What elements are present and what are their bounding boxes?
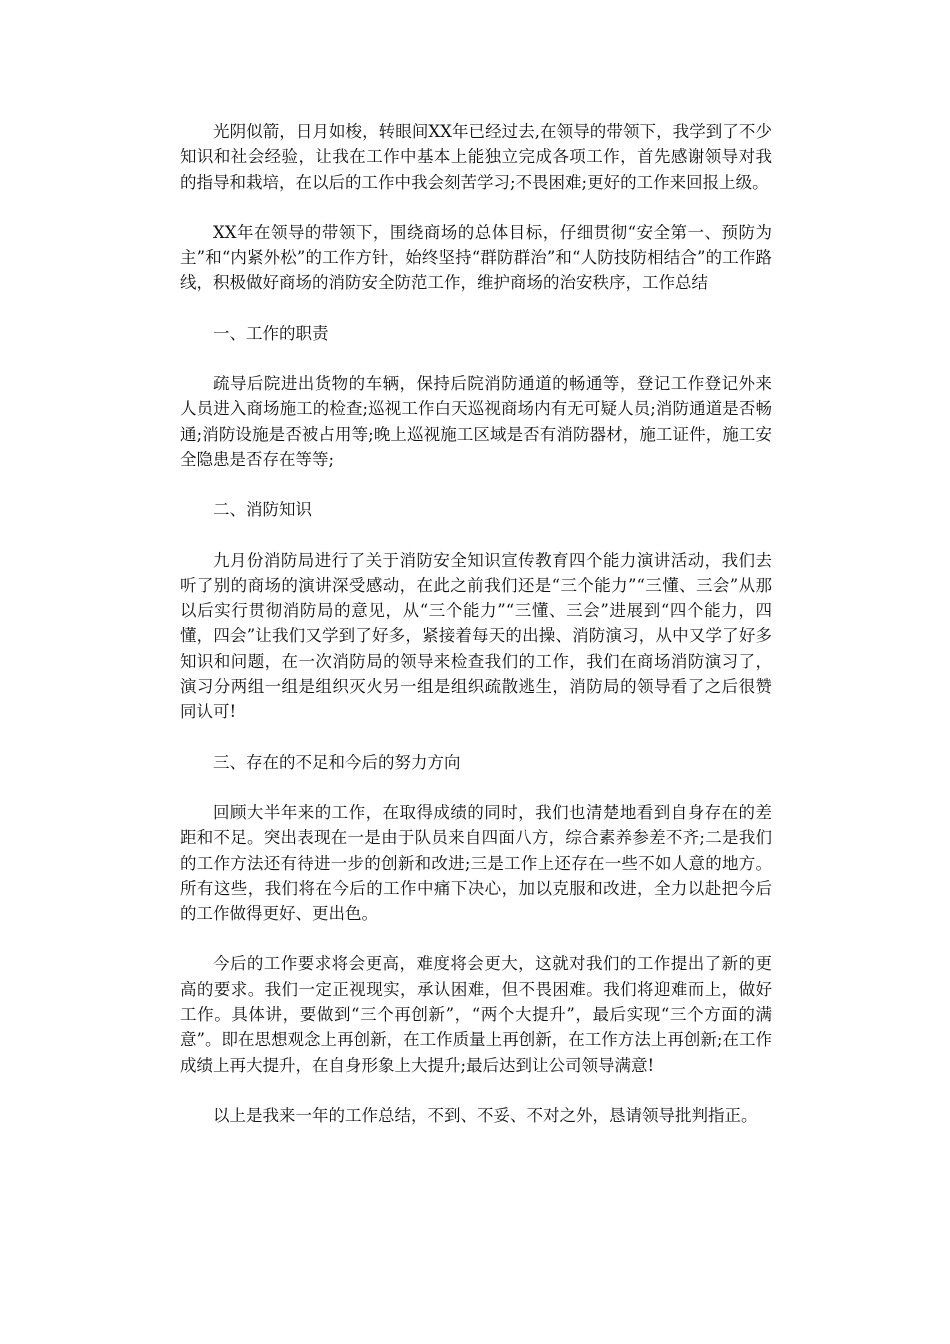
- paragraph-fire-knowledge: 九月份消防局进行了关于消防安全知识宣传教育四个能力演讲活动，我们去听了别的商场的演讲深受感动，在此之前我们还是“三个能力”“三懂、三会”从那以后实行贯彻消防局的意见，从“三个能力”“三懂、三会”进展到“四个能力，四懂，四会”让我们又学到了好多，紧接着每天的出操、消防演习，从中又学了好多知识和问题，在一次消防局的领导来检查我们的工作，我们在商场消防演习了，演习分两组一组是组织灭火另一组是组织疏散逃生，消防局的领导看了之后很赞同认可!: [180, 550, 772, 722]
- section-heading-shortcomings: 三、存在的不足和今后的努力方向: [213, 752, 461, 772]
- section-heading-fire-knowledge: 二、消防知识: [213, 500, 312, 520]
- section-heading-duties: 一、工作的职责: [213, 323, 329, 343]
- paragraph-overview: XX年在领导的带领下，围绕商场的总体目标，仔细贯彻“安全第一、预防为主”和“内紧外松”的工作方针，始终坚持“群防群治”和“人防技防相结合”的工作路线，积极做好商场的消防安全防范工作，维护商场的治安秩序，工作总结: [180, 222, 772, 293]
- paragraph-future: 今后的工作要求将会更高，难度将会更大，这就对我们的工作提出了新的更高的要求。我们一定正视现实，承认困难，但不畏困难。我们将迎难而上，做好工作。具体讲，要做到“三个再创新”，“两个大提升”，最后实现“三个方面的满意”。即在思想观念上再创新，在工作质量上再创新，在工作方法上再创新;在工作成绩上再大提升，在自身形象上大提升;最后达到让公司领导满意!: [180, 954, 772, 1075]
- paragraph-closing: 以上是我来一年的工作总结，不到、不妥、不对之外，恳请领导批判指正。: [213, 1105, 758, 1125]
- paragraph-duties: 疏导后院进出货物的车辆，保持后院消防通道的畅通等，登记工作登记外来人员进入商场施工的检查;巡视工作白天巡视商场内有无可疑人员;消防通道是否畅通;消防设施是否被占用等;晚上巡视施工区域是否有消防器材，施工证件，施工安全隐患是否存在等等;: [180, 374, 772, 469]
- paragraph-intro: 光阴似箭，日月如梭，转眼间XX年已经过去,在领导的带领下，我学到了不少知识和社会经验，让我在工作中基本上能独立完成各项工作，首先感谢领导对我的指导和栽培，在以后的工作中我会刻苦学习;不畏困难;更好的工作来回报上级。: [180, 122, 772, 192]
- document-page: [180, 119, 772, 1153]
- paragraph-shortcomings: 回顾大半年来的工作，在取得成绩的同时，我们也清楚地看到自身存在的差距和不足。突出表现在一是由于队员来自四面八方，综合素养参差不齐;二是我们的工作方法还有待进一步的创新和改进;三是工作上还存在一些不如人意的地方。所有这些，我们将在今后的工作中痛下决心，加以克服和改进，全力以赴把今后的工作做得更好、更出色。: [180, 802, 772, 924]
